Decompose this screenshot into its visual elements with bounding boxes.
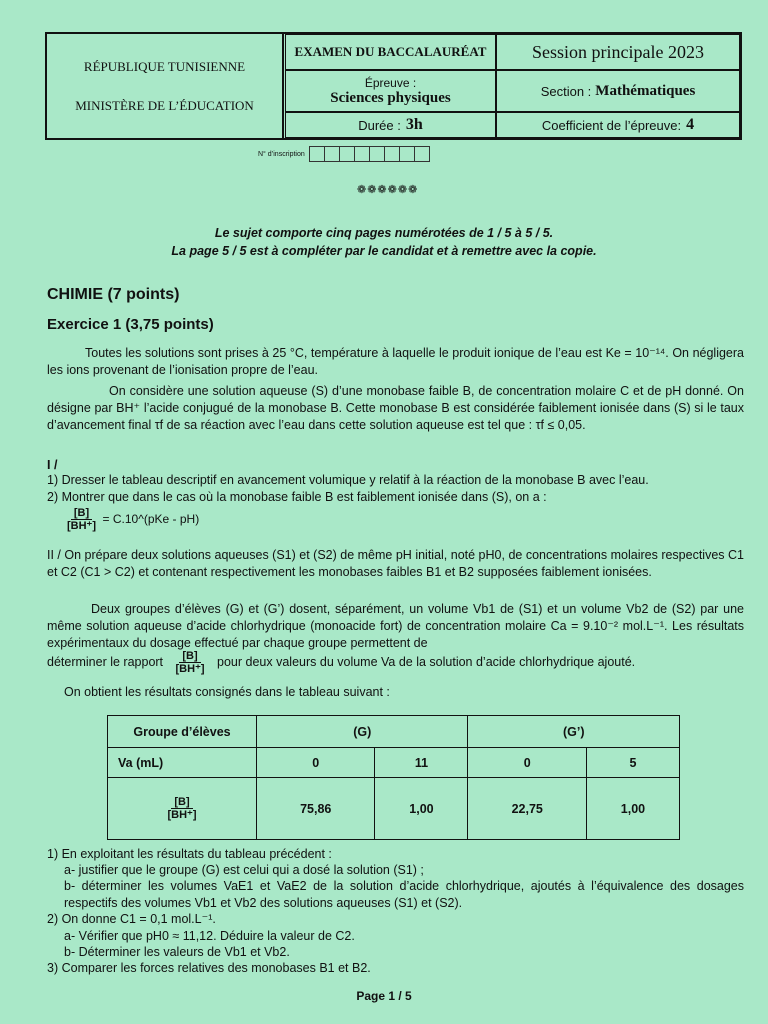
table-va-cell: 0 — [257, 748, 375, 778]
question-2a: a- Vérifier que pH0 ≈ 11,12. Déduire la valeur de C2. — [64, 929, 355, 943]
header-left-block — [47, 34, 284, 138]
question-1a: a- justifier que le groupe (G) est celui qui a dosé la solution (S1) ; — [64, 863, 424, 877]
inscription-boxes[interactable] — [309, 146, 430, 162]
epreuve-label: Épreuve : — [364, 75, 417, 90]
section-cell — [496, 70, 740, 112]
part-1-question-1: 1) Dresser le tableau descriptif en avancement volumique y relatif à la réaction de la monobase B avec l’eau. — [47, 473, 649, 487]
ornament-flowers: ❁❁❁❁❁❁ — [357, 184, 419, 196]
duree-cell — [285, 112, 496, 138]
exercise-title: Exercice 1 (3,75 points) — [47, 316, 214, 333]
table-ratio-label — [108, 778, 257, 840]
question-1b: b- déterminer les volumes VaE1 et VaE2 de la solution d’acide chlorhydrique, ajoutés à l’équivalence des dosages respectifs des volumes Vb1 et Vb2 des solutions aqueuses (S1) et (S2). — [64, 879, 744, 910]
intro-paragraph-2: On considère une solution aqueuse (S) d’une monobase faible B, de concentration molaire C et de pH donné. On désigne par BH⁺ l’acide conjugué de la monobase B. Cette monobase B est considérée faiblement ionisée dans (S) si le taux d’avancement final τf de sa réaction avec l’eau dans cette solution aqueuse est tel que : τf ≤ 0,05. — [47, 384, 744, 432]
table-ratio-fraction — [164, 796, 199, 821]
ratio-numerator: [B] — [179, 650, 200, 663]
coef-label: Coefficient de l’épreuve: — [541, 117, 682, 133]
coef-value: 4 — [686, 116, 695, 133]
table-ratio-cell: 1,00 — [586, 778, 679, 840]
formula-rhs: = C.10^(pKe - pH) — [102, 511, 200, 526]
table-header-group: Groupe d’élèves — [108, 716, 257, 748]
ratio-denominator: [BH⁺] — [175, 663, 205, 675]
table-va-cell: 5 — [586, 748, 679, 778]
epreuve-cell — [285, 70, 496, 112]
section-label: Section : — [540, 83, 592, 99]
intro-paragraph-1: Toutes les solutions sont prises à 25 °C, température à laquelle le produit ionique de l’eau est Ke = 10⁻¹⁴. On négligera les ions provenant de l’ionisation propre de l’eau. — [47, 346, 744, 377]
ratio-fraction — [173, 650, 208, 675]
notice-line-1: Le sujet comporte cinq pages numérotées de 1 / 5 à 5 / 5. — [214, 226, 554, 240]
inscription-field — [258, 146, 430, 162]
results-table — [107, 715, 680, 840]
question-2: 2) On donne C1 = 0,1 mol.L⁻¹. — [47, 912, 216, 926]
exam-header — [45, 32, 742, 140]
inscription-label: N° d’inscription — [258, 150, 305, 158]
section-title: CHIMIE (7 points) — [47, 286, 180, 303]
epreuve-value: Sciences physiques — [330, 89, 451, 106]
coef-cell — [496, 112, 740, 138]
question-1: 1) En exploitant les résultats du tableau précédent : — [47, 847, 332, 861]
table-ratio-cell: 75,86 — [257, 778, 375, 840]
table-ratio-cell: 22,75 — [468, 778, 586, 840]
table-ratio-cell: 1,00 — [375, 778, 468, 840]
part-2-paragraph-1: II / On prépare deux solutions aqueuses (S1) et (S2) de même pH initial, noté pH0, de concentrations molaires respectives C1 et C2 (C1 > C2) et contenant respectivement les monobases faibles B1 et B2 supposées faiblement ionisées. — [47, 548, 744, 579]
formula-fraction — [64, 507, 99, 532]
table-ratio-numerator: [B] — [171, 796, 192, 809]
table-va-cell: 11 — [375, 748, 468, 778]
session-title: Session principale 2023 — [496, 34, 740, 70]
part-2-paragraph-2: Deux groupes d’élèves (G) et (G’) dosent, séparément, un volume Vb1 de (S1) et un volume Vb2 de (S2) par une même solution aqueuse d’acide chlorhydrique (monoacide fort) de concentration molaire Ca = 9.10⁻² mol.L⁻¹. Les résultats expérimentaux du dosage effectué par chaque groupe permettent de — [47, 602, 744, 650]
formula-denominator: [BH⁺] — [67, 520, 97, 532]
duree-value: 3h — [405, 116, 423, 133]
part-1-formula — [64, 507, 364, 532]
question-3: 3) Comparer les forces relatives des monobases B1 et B2. — [47, 961, 371, 975]
formula-numerator: [B] — [71, 507, 92, 520]
page-number: Page 1 / 5 — [356, 989, 412, 1003]
part-2-ratio-line — [47, 650, 744, 675]
ratio-line-end: pour deux valeurs du volume Va de la solution d’acide chlorhydrique ajouté. — [217, 654, 636, 669]
ministry-label: MINISTÈRE DE L’ÉDUCATION — [75, 98, 254, 113]
table-group-g: (G) — [257, 716, 468, 748]
table-group-g2: (G’) — [468, 716, 680, 748]
republic-label: RÉPUBLIQUE TUNISIENNE — [83, 59, 246, 74]
notice-line-2: La page 5 / 5 est à compléter par le candidat et à remettre avec la copie. — [171, 244, 597, 258]
exam-title: EXAMEN DU BACCALAURÉAT — [285, 34, 496, 70]
part-1-question-2: 2) Montrer que dans le cas où la monobase faible B est faiblement ionisée dans (S), on a : — [47, 490, 547, 504]
part-1-label: I / — [47, 458, 58, 472]
section-value: Mathématiques — [595, 82, 696, 99]
duree-label: Durée : — [358, 117, 401, 133]
question-2b: b- Déterminer les valeurs de Vb1 et Vb2. — [64, 945, 290, 959]
table-ratio-denominator: [BH⁺] — [167, 809, 197, 821]
ratio-line-start: déterminer le rapport — [47, 654, 164, 669]
part-2-paragraph-3: On obtient les résultats consignés dans le tableau suivant : — [64, 685, 390, 699]
table-va-cell: 0 — [468, 748, 586, 778]
table-va-label: Va (mL) — [108, 748, 257, 778]
